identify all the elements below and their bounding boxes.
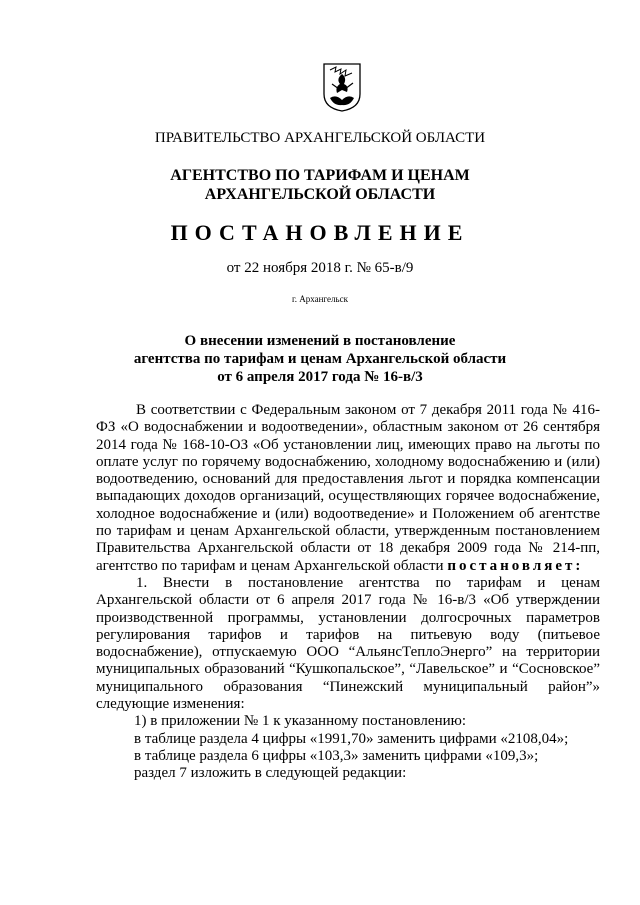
decrees-word: постановляет: xyxy=(447,557,584,574)
date-and-number: от 22 ноября 2018 г. № 65-в/9 xyxy=(226,260,414,276)
subject-line: О внесении изменений в постановление xyxy=(184,333,456,349)
city-name: г. Архангельск xyxy=(292,294,348,304)
subject-line: от 6 апреля 2017 года № 16-в/3 xyxy=(217,369,423,385)
subject-line: агентства по тарифам и ценам Архангельской области xyxy=(133,351,507,367)
preamble-paragraph xyxy=(96,402,600,575)
document-subject xyxy=(0,332,640,386)
document-body xyxy=(96,402,600,783)
agency-name-line: АГЕНТСТВО ПО ТАРИФАМ И ЦЕНАМ xyxy=(170,167,470,184)
agency-name xyxy=(0,166,640,204)
subitem-line: в таблице раздела 4 цифры «1991,70» заменить цифрами «2108,04»; xyxy=(134,730,569,747)
subitem-line: 1) в приложении № 1 к указанному постановлению: xyxy=(134,713,466,730)
document-type: ПОСТАНОВЛЕНИЕ xyxy=(170,220,470,245)
preamble-text: В соответствии с Федеральным законом от 7 декабря 2011 года № 416-ФЗ «О водоснабжении и водоотведении», областным законом от 26 сентября 2014 года № 168-10-ОЗ «Об установлении лиц, имеющих право на льготы по оплате услуг по горячему водоснабжению, холодному водоснабжению и (или) водоотведению, оснований для предоставления льгот и порядка компенсации выпадающих доходов организаций, осуществляющих горячее водоснабжение, холодное водоснабжение и (или) водоотведение» и Положением об агентстве по тарифам и ценам Архангельской области, утвержденным постановлением Правительства Архангельской области от 18 декабря 2009 года № 214-пп, агентство по тарифам и ценам Архангельской области xyxy=(96,402,600,574)
agency-name-line: АРХАНГЕЛЬСКОЙ ОБЛАСТИ xyxy=(204,186,436,203)
subitem-line: раздел 7 изложить в следующей редакции: xyxy=(134,765,407,782)
government-name: ПРАВИТЕЛЬСТВО АРХАНГЕЛЬСКОЙ ОБЛАСТИ xyxy=(154,130,486,146)
subitem-line: в таблице раздела 6 цифры «103,3» заменить цифрами «109,3»; xyxy=(134,747,539,764)
coat-of-arms-emblem xyxy=(322,62,362,112)
item-1-paragraph: 1. Внести в постановление агентства по тарифам и ценам Архангельской области от 6 апреля 2017 года № 16-в/3 «Об утверждении производственной программы, установлении долгосрочных параметров регулирования тарифов и тарифов на питьевую воду (питьевое водоснабжение), отпускаемую ООО “АльянсТеплоЭнерго” на территории муниципальных образований “Кушкопальское”, “Лавельское” и “Сосновское” муниципального образования “Пинежский муниципальный район”» следующие изменения: xyxy=(96,574,600,713)
